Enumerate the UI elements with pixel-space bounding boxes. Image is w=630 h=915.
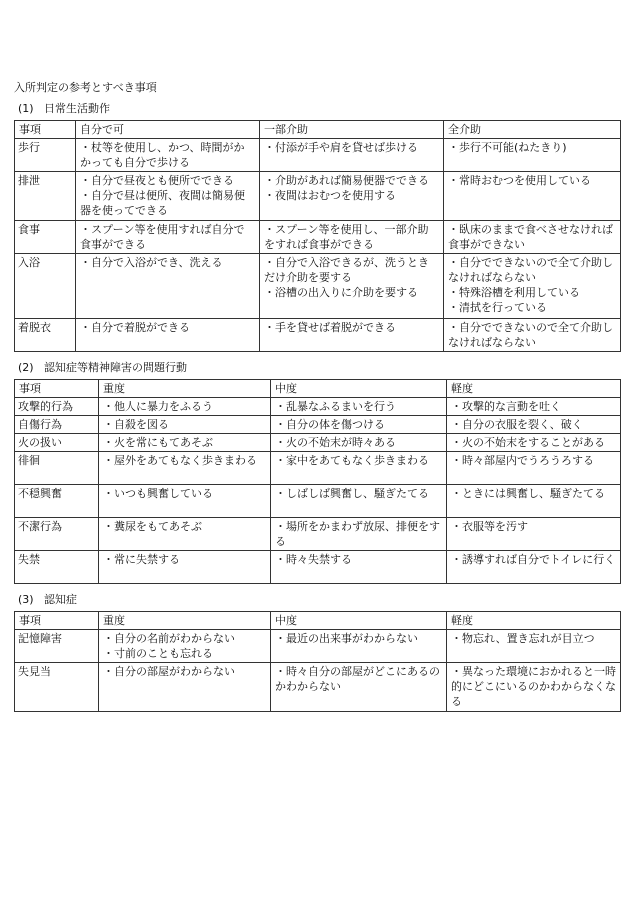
cell-line: ・自分の部屋がわからない [103,665,235,678]
table-header-row [15,121,621,139]
table-cell [444,139,621,172]
cell-line: ・自分でできないので全て介助しなければならない [448,321,613,349]
table-header-row [15,612,621,630]
column-header: 事項 [15,612,99,630]
section-2 [14,360,620,584]
cell-line: ・自分で入浴ができ、洗える [80,256,223,269]
cell-line: ・常時おむつを使用している [448,174,591,187]
row-category [15,434,99,452]
table-cell [447,452,621,485]
table-cell [271,398,447,416]
cell-line: 失禁 [18,553,40,566]
row-category [15,485,99,518]
column-header: 全介助 [444,121,621,139]
cell-line: ・しばしば興奮し、騒ぎたてる [275,487,429,500]
row-category [15,551,99,584]
section-number: (2) [18,361,34,374]
cell-line: ・自分で昼は便所、夜間は簡易便器を使ってできる [80,189,245,217]
cell-line: 歩行 [18,141,40,154]
table-row [15,485,621,518]
row-category [15,221,76,254]
section-title: 日常生活動作 [44,102,110,115]
column-header: 事項 [15,121,76,139]
cell-line: ・衣服等を汚す [451,520,528,533]
cell-line: ・自分の衣服を裂く、破く [451,418,583,431]
cell-line: ・歩行不可能(ねたきり) [448,141,567,154]
column-header: 中度 [271,612,447,630]
section-title: 認知症等精神障害の問題行動 [44,361,187,374]
column-header: 事項 [15,380,99,398]
table-cell [444,319,621,352]
cell-line: ・乱暴なふるまいを行う [275,400,396,413]
cell-line: ・常に失禁する [103,553,180,566]
cell-line: ・時々失禁する [275,553,352,566]
table-cell [271,452,447,485]
table-cell [260,221,444,254]
cell-line: ・場所をかまわず放尿、排便をする [275,520,440,548]
row-category [15,416,99,434]
cell-line: ・臥床のままで食べさせなければ食事ができない [448,223,613,251]
table-cell [447,485,621,518]
section-heading [18,592,620,607]
cell-line: 着脱衣 [18,321,51,334]
section-heading [18,360,620,375]
cell-line: ・火を常にもてあそぶ [103,436,213,449]
table-cell [447,434,621,452]
cell-line: ・誘導すれば自分でトイレに行く [451,553,616,566]
column-header: 自分で可 [76,121,260,139]
cell-line: 攻撃的行為 [18,400,73,413]
cell-line: ・特殊浴槽を利用している [448,286,580,299]
adl-table [14,120,621,352]
column-header: 中度 [271,380,447,398]
table-row [15,172,621,221]
table-cell [447,630,621,663]
cell-line: 自傷行為 [18,418,62,431]
table-cell [99,452,271,485]
cell-line: ・スプーン等を使用すれば自分で食事ができる [80,223,245,251]
column-header: 軽度 [447,380,621,398]
document-page [14,80,620,720]
cell-line: ・夜間はおむつを使用する [264,189,396,202]
cell-line: ・火の不始末が時々ある [275,436,396,449]
table-cell [260,254,444,319]
dementia-table [14,611,621,712]
cell-line: ・杖等を使用し、かつ、時間がかかっても自分で歩ける [80,141,245,169]
cell-line: ・自分の名前がわからない [103,632,235,645]
row-category [15,398,99,416]
column-header: 重度 [99,612,271,630]
table-cell [447,398,621,416]
cell-line: 入浴 [18,256,40,269]
table-cell [271,663,447,712]
table-cell [271,485,447,518]
section-3 [14,592,620,712]
cell-line: ・糞尿をもてあそぶ [103,520,202,533]
row-category [15,139,76,172]
table-cell [271,434,447,452]
cell-line: ・他人に暴力をふるう [103,400,213,413]
cell-line: ・時々部屋内でうろうろする [451,454,594,467]
row-category [15,630,99,663]
cell-line: ・屋外をあてもなく歩きまわる [103,454,257,467]
table-cell [447,416,621,434]
cell-line: ・自分で入浴できるが、洗うときだけ介助を要する [264,256,429,284]
table-cell [99,663,271,712]
table-cell [260,172,444,221]
document-title: 入所判定の参考とすべき事項 [14,81,157,94]
table-cell [444,254,621,319]
cell-line: 記憶障害 [18,632,62,645]
table-row [15,254,621,319]
row-category [15,172,76,221]
cell-line: 不潔行為 [18,520,62,533]
section-1 [14,101,620,352]
section-heading [18,101,620,116]
column-header: 重度 [99,380,271,398]
table-cell [99,630,271,663]
cell-line: ・火の不始末をすることがある [451,436,605,449]
cell-line: ・いつも興奮している [103,487,213,500]
section-title: 認知症 [44,593,77,606]
table-cell [76,139,260,172]
cell-line: ・ときには興奮し、騒ぎたてる [451,487,605,500]
cell-line: ・介助があれば簡易便器でできる [264,174,429,187]
cell-line: ・攻撃的な言動を吐く [451,400,561,413]
cell-line: ・物忘れ、置き忘れが目立つ [451,632,595,645]
section-number: (1) [18,102,34,115]
cell-line: 食事 [18,223,40,236]
table-row [15,416,621,434]
cell-line: ・最近の出来事がわからない [275,632,418,645]
table-cell [444,172,621,221]
column-header: 一部介助 [260,121,444,139]
cell-line: ・手を貸せば着脱ができる [264,321,396,334]
table-row [15,398,621,416]
table-cell [271,630,447,663]
cell-line: 火の扱い [18,436,62,449]
table-cell [271,416,447,434]
table-cell [99,434,271,452]
behavior-table [14,379,621,584]
table-cell [76,221,260,254]
table-cell [99,551,271,584]
cell-line: ・浴槽の出入りに介助を要する [264,286,418,299]
cell-line: 不穏興奮 [18,487,62,500]
table-row [15,434,621,452]
column-header: 軽度 [447,612,621,630]
table-cell [99,485,271,518]
cell-line: ・自殺を図る [103,418,169,431]
table-cell [260,139,444,172]
table-cell [260,319,444,352]
cell-line: ・自分でできないので全て介助しなければならない [448,256,613,284]
table-row [15,139,621,172]
table-cell [76,172,260,221]
table-cell [99,398,271,416]
row-category [15,663,99,712]
table-cell [444,221,621,254]
table-cell [271,551,447,584]
cell-line: ・家中をあてもなく歩きまわる [275,454,429,467]
cell-line: ・スプーン等を使用し、一部介助をすれば食事ができる [264,223,429,251]
cell-line: 徘徊 [18,454,40,467]
cell-line: ・付添が手や肩を貸せば歩ける [264,141,418,154]
cell-line: ・清拭を行っている [448,301,547,314]
table-cell [447,551,621,584]
table-row [15,518,621,551]
table-cell [271,518,447,551]
cell-line: ・自分で着脱ができる [80,321,190,334]
cell-line: ・自分の体を傷つける [275,418,385,431]
table-row [15,319,621,352]
table-cell [76,319,260,352]
row-category [15,518,99,551]
cell-line: ・自分で昼夜とも便所でできる [80,174,234,187]
table-cell [76,254,260,319]
table-row [15,551,621,584]
table-row [15,452,621,485]
table-row [15,630,621,663]
table-header-row [15,380,621,398]
row-category [15,452,99,485]
cell-line: ・異なった環境におかれると一時的にどこにいるのかわからなくなる [451,665,616,708]
row-category [15,319,76,352]
table-cell [447,663,621,712]
table-cell [99,416,271,434]
table-cell [99,518,271,551]
table-cell [447,518,621,551]
cell-line: ・時々自分の部屋がどこにあるのかわからない [275,665,440,693]
table-row [15,663,621,712]
cell-line: ・寸前のことも忘れる [103,647,213,660]
section-number: (3) [18,593,34,606]
row-category [15,254,76,319]
cell-line: 失見当 [18,665,51,678]
table-row [15,221,621,254]
cell-line: 排泄 [18,174,40,187]
